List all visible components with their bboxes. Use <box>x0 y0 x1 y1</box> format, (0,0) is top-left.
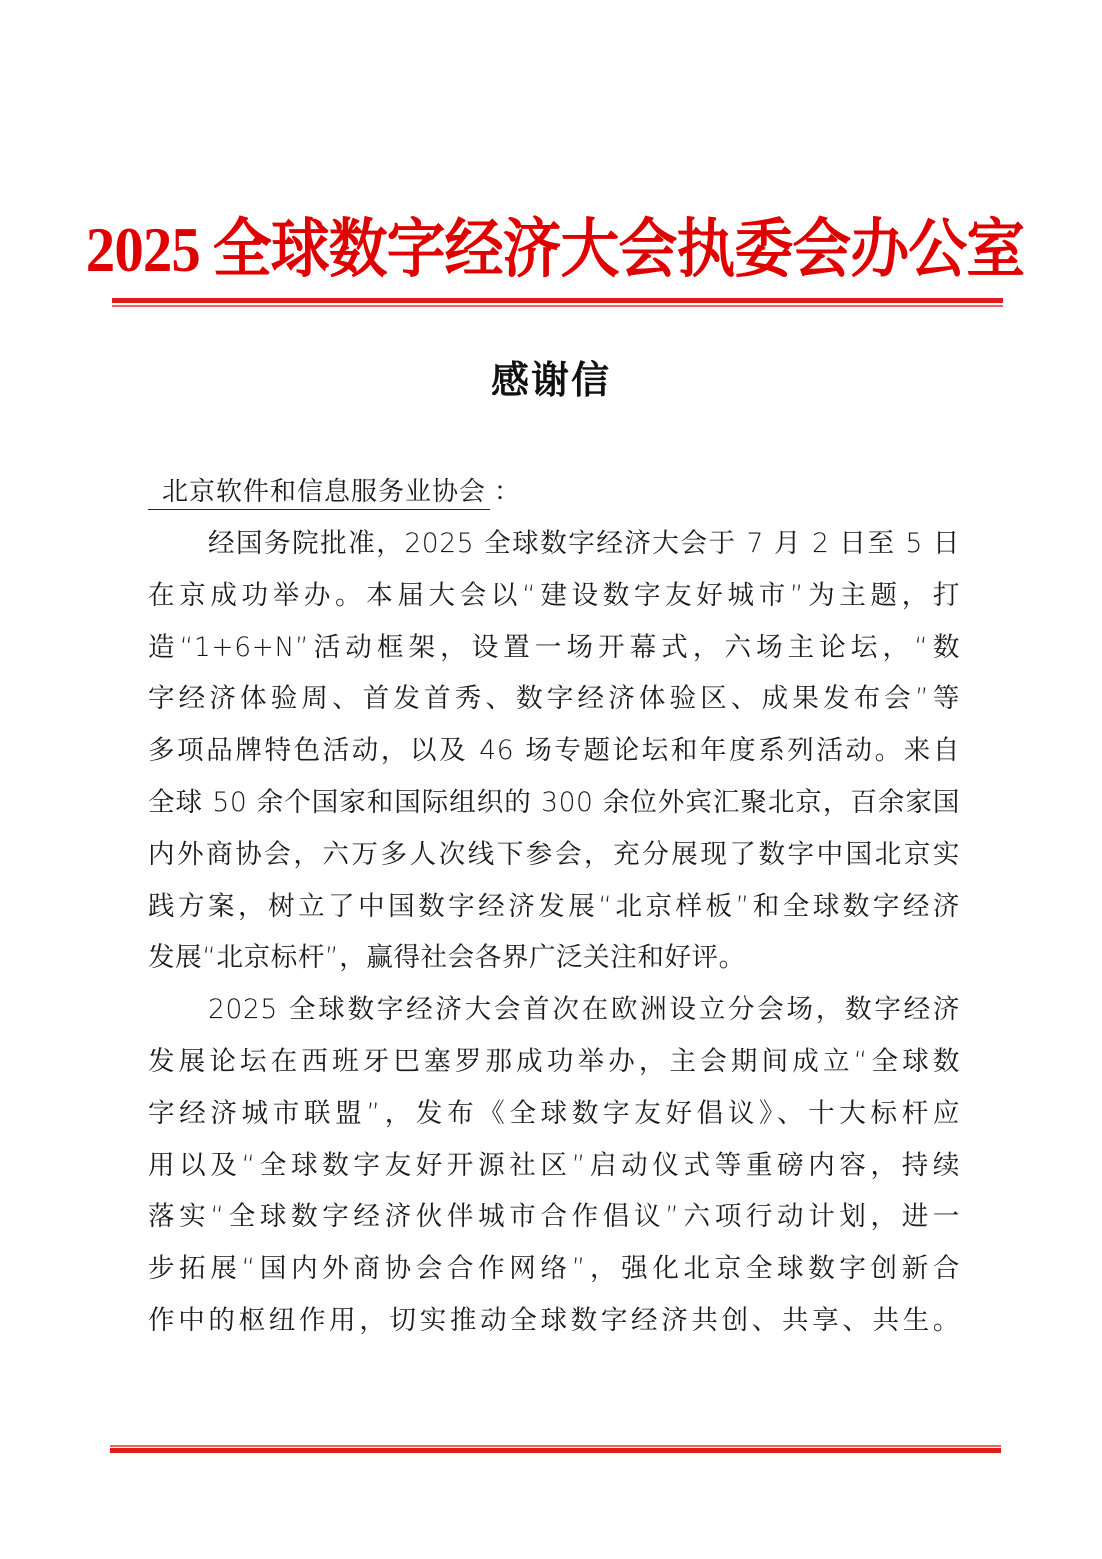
body-line: 造“1+6+N”活动框架，设置一场开幕式，六场主论坛，“数 <box>148 631 960 663</box>
body-line: 发展“北京标杆”，赢得社会各界广泛关注和好评。 <box>148 942 746 974</box>
body-line: 多项品牌特色活动，以及 46 场专题论坛和年度系列活动。来自 <box>148 735 960 767</box>
body-line: 落实“全球数字经济伙伴城市合作倡议”六项行动计划，进一 <box>148 1201 960 1233</box>
letterhead-title <box>44 205 1065 295</box>
paragraph-1 <box>148 518 960 984</box>
recipient-name: 北京软件和信息服务业协会 <box>148 475 490 510</box>
body-line: 发展论坛在西班牙巴塞罗那成功举办，主会期间成立“全球数 <box>148 1045 960 1077</box>
body-line: 在京成功举办。本届大会以“建设数字友好城市”为主题，打 <box>148 579 960 611</box>
letter-body <box>148 518 960 1347</box>
letterhead-rule-thin <box>112 305 1003 307</box>
body-line: 步拓展“国内外商协会合作网络”，强化北京全球数字创新合 <box>148 1253 960 1285</box>
body-line: 内外商协会，六万多人次线下参会，充分展现了数字中国北京实 <box>148 838 960 870</box>
letterhead-org-name: 全球数字经济大会执委会办公室 <box>212 212 1025 287</box>
body-line: 全球 50 余个国家和国际组织的 300 余位外宾汇聚北京，百余家国 <box>148 786 960 818</box>
body-line: 践方案，树立了中国数字经济发展“北京样板”和全球数字经济 <box>148 890 960 922</box>
footer-rule-thin <box>110 1445 1001 1447</box>
salutation-colon: ： <box>494 477 521 507</box>
body-line: 作中的枢纽作用，切实推动全球数字经济共创、共享、共生。 <box>148 1304 960 1336</box>
body-line: 字经济体验周、首发首秀、数字经济体验区、成果发布会”等 <box>148 683 960 715</box>
letterhead-rule-thick <box>112 298 1003 303</box>
salutation <box>148 472 520 512</box>
body-line: 字经济城市联盟”，发布《全球数字友好倡议》、十大标杆应 <box>148 1097 960 1129</box>
body-line: 2025 全球数字经济大会首次在欧洲设立分会场，数字经济 <box>208 994 960 1026</box>
letterhead-year: 2025 <box>85 214 200 285</box>
body-line: 经国务院批准，2025 全球数字经济大会于 7 月 2 日至 5 日 <box>208 528 960 559</box>
footer-rule-thick <box>110 1448 1001 1453</box>
body-line: 用以及“全球数字友好开源社区”启动仪式等重磅内容，持续 <box>148 1149 960 1181</box>
letter-title: 感谢信 <box>490 357 611 402</box>
paragraph-2 <box>148 984 960 1347</box>
